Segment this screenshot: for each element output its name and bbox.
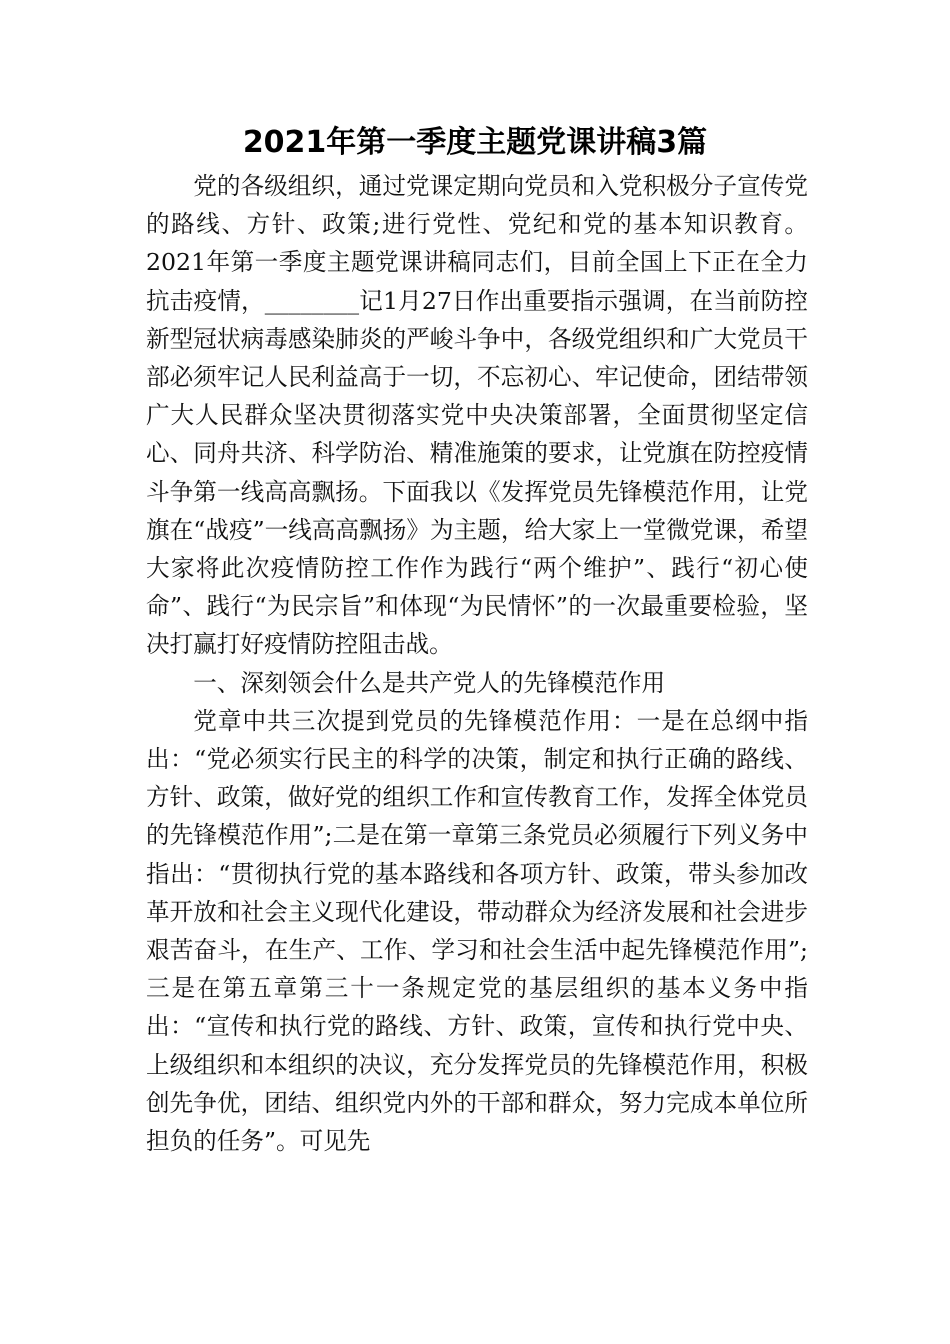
body-paragraph: 党章中共三次提到党员的先锋模范作用：一是在总纲中指出：“党必须实行民主的科学的决策，制定和执行正确的路线、方针、政策，做好党的组织工作和宣传教育工作，发挥全体党员的先锋模范作用”;二是在第一章第三条党员必须履行下列义务中指出：“贯彻执行党的基本路线和各项方针、政策，带头参加改革开放和社会主义现代化建设，带动群众为经济发展和社会进步艰苦奋斗，在生产、工作、学习和社会生活中起先锋模范作用”;三是在第五章第三十一条规定党的基层组织的基本义务中指出：“宣传和执行党的路线、方针、政策，宣传和执行党中央、上级组织和本组织的决议，充分发挥党员的先锋模范作用，积极创先争优，团结、组织党内外的干部和群众，努力完成本单位所担负的任务”。可见先 xyxy=(146,706,808,1156)
document-body xyxy=(146,167,808,1160)
intro-paragraph: 党的各级组织，通过党课定期向党员和入党积极分子宣传党的路线、方针、政策;进行党性、党纪和党的基本知识教育。2021年第一季度主题党课讲稿同志们，目前全国上下正在全力抗击疫情，________记1月27日作出重要指示强调，在当前防控新型冠状病毒感染肺炎的严峻斗争中，各级党组织和广大党员干部必须牢记人民利益高于一切，不忘初心、牢记使命，团结带领广大人民群众坚决贯彻落实党中央决策部署，全面贯彻坚定信心、同舟共济、科学防治、精准施策的要求，让党旗在防控疫情斗争第一线高高飘扬。下面我以《发挥党员先锋模范作用，让党旗在“战疫”一线高高飘扬》为主题，给大家上一堂微党课，希望大家将此次疫情防控工作作为践行“两个维护”、践行“初心使命”、践行“为民宗旨”和体现“为民情怀”的一次最重要检验，坚决打赢打好疫情防控阻击战。 xyxy=(146,172,808,659)
section-heading: 一、深刻领会什么是共产党人的先锋模范作用 xyxy=(193,668,666,697)
document-title: 2021年第一季度主题党课讲稿3篇 xyxy=(242,125,708,160)
